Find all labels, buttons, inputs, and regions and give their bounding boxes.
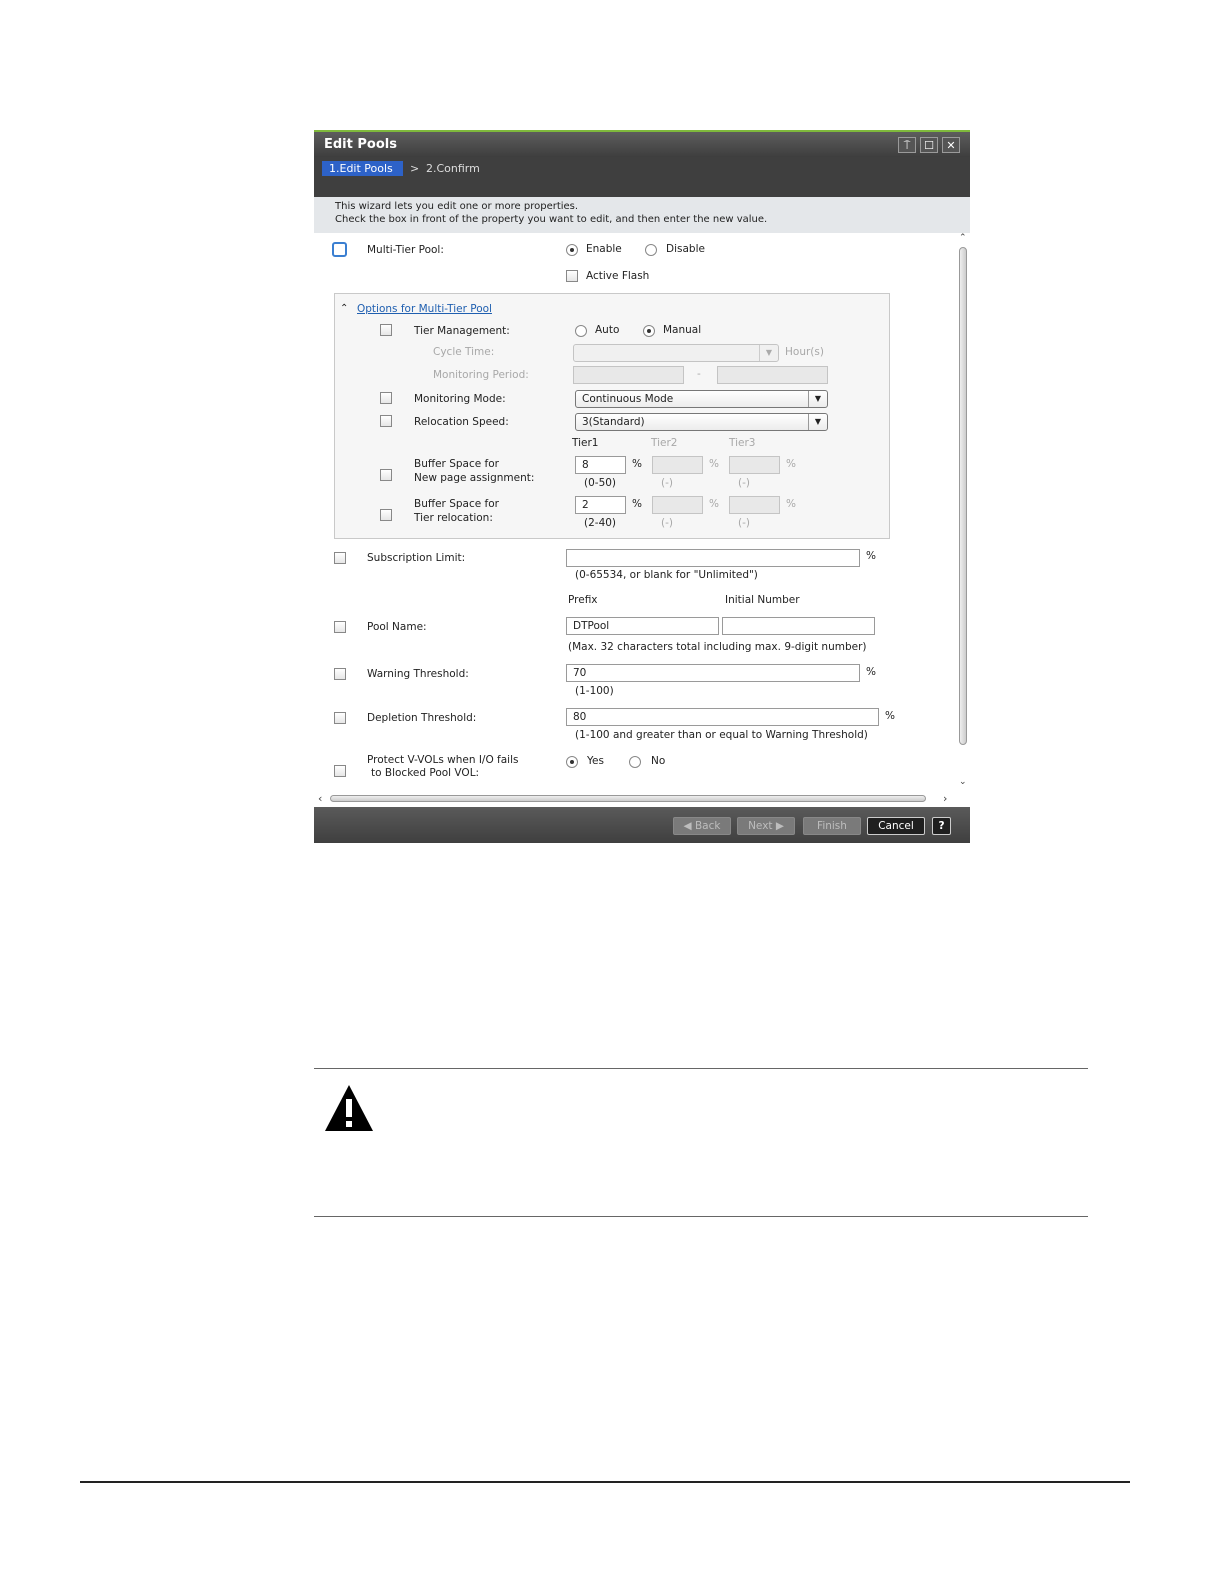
depletion-threshold-hint: (1-100 and greater than or equal to Warning Threshold)	[575, 729, 868, 741]
form-body	[314, 233, 970, 793]
buffer-new-tier3-input[interactable]	[729, 456, 780, 474]
warning-threshold-checkbox[interactable]	[334, 668, 346, 680]
chevron-down-icon: ▼	[808, 391, 827, 407]
step-edit-pools: 1.Edit Pools	[322, 161, 403, 176]
pool-name-hint: (Max. 32 characters total including max. 9-digit number)	[568, 641, 867, 653]
step-confirm: 2.Confirm	[426, 162, 480, 175]
monitoring-period-end[interactable]	[717, 366, 828, 384]
protect-no-label: No	[651, 755, 666, 767]
next-button[interactable]: Next ▶	[737, 817, 795, 835]
tier-auto-radio[interactable]	[575, 325, 587, 337]
buffer-new-page-checkbox[interactable]	[380, 469, 392, 481]
info-bar	[314, 197, 970, 233]
scroll-left-icon[interactable]: ‹	[318, 792, 323, 805]
warning-icon	[323, 1083, 375, 1133]
vertical-scrollbar[interactable]	[957, 233, 969, 793]
subscription-limit-label: Subscription Limit:	[367, 552, 466, 564]
multi-tier-pool-checkbox[interactable]	[332, 242, 347, 257]
chevron-down-icon: ▼	[759, 345, 778, 361]
protect-vvols-checkbox[interactable]	[334, 765, 346, 777]
relocation-speed-select[interactable]	[575, 413, 828, 431]
percent-sign: %	[632, 498, 642, 510]
buffer-new-range-2: (-)	[661, 477, 673, 489]
depletion-threshold-label: Depletion Threshold:	[367, 712, 477, 724]
finish-button[interactable]: Finish	[803, 817, 861, 835]
enable-label: Enable	[586, 243, 622, 255]
prefix-label: Prefix	[568, 594, 598, 606]
subscription-limit-hint: (0-65534, or blank for "Unlimited")	[575, 569, 758, 581]
tier3-header: Tier3	[729, 437, 756, 449]
initial-number-label: Initial Number	[725, 594, 800, 606]
buffer-reloc-tier1-input[interactable]: 2	[575, 496, 626, 514]
horizontal-scrollbar[interactable]	[314, 793, 970, 805]
scroll-right-icon[interactable]: ›	[943, 792, 948, 805]
enable-radio[interactable]	[566, 244, 578, 256]
active-flash-checkbox[interactable]	[566, 270, 578, 282]
options-multi-tier-link[interactable]: Options for Multi-Tier Pool	[357, 303, 492, 315]
help-button[interactable]: ?	[932, 817, 951, 835]
cancel-button[interactable]: Cancel	[867, 817, 925, 835]
close-icon[interactable]: ✕	[942, 137, 960, 153]
relocation-speed-value: 3(Standard)	[582, 416, 645, 428]
chevron-down-icon: ▼	[808, 414, 827, 430]
percent-sign: %	[786, 498, 796, 510]
percent-sign: %	[709, 498, 719, 510]
relocation-speed-label: Relocation Speed:	[414, 416, 509, 428]
percent-sign: %	[709, 458, 719, 470]
tier2-header: Tier2	[651, 437, 678, 449]
buffer-relocation-label-2: Tier relocation:	[414, 512, 493, 524]
warning-threshold-input[interactable]: 70	[566, 664, 860, 682]
tier1-header: Tier1	[572, 437, 599, 449]
dialog-title: Edit Pools	[324, 137, 397, 152]
depletion-threshold-input[interactable]: 80	[566, 708, 879, 726]
percent-sign: %	[885, 710, 895, 722]
buffer-relocation-label-1: Buffer Space for	[414, 498, 499, 510]
monitoring-mode-value: Continuous Mode	[582, 393, 674, 405]
buffer-new-range-1: (0-50)	[584, 477, 617, 489]
buffer-new-page-label-1: Buffer Space for	[414, 458, 499, 470]
tier-manual-label: Manual	[663, 324, 702, 336]
percent-sign: %	[786, 458, 796, 470]
pool-name-initial-input[interactable]	[722, 617, 875, 635]
protect-yes-radio[interactable]	[566, 756, 578, 768]
pool-name-checkbox[interactable]	[334, 621, 346, 633]
buffer-new-tier2-input[interactable]	[652, 456, 703, 474]
warning-threshold-label: Warning Threshold:	[367, 668, 469, 680]
multi-tier-options-panel	[334, 293, 890, 539]
monitoring-mode-checkbox[interactable]	[380, 392, 392, 404]
protect-yes-label: Yes	[587, 755, 604, 767]
monitoring-mode-select[interactable]	[575, 390, 828, 408]
dialog-footer	[314, 807, 970, 843]
buffer-new-tier1-input[interactable]: 8	[575, 456, 626, 474]
protect-vvols-label-2: to Blocked Pool VOL:	[371, 767, 480, 779]
depletion-threshold-checkbox[interactable]	[334, 712, 346, 724]
edit-pools-dialog	[314, 130, 970, 843]
info-line-2: Check the box in front of the property you want to edit, and then enter the new value.	[335, 214, 768, 225]
info-line-1: This wizard lets you edit one or more properties.	[335, 201, 579, 212]
buffer-new-page-label-2: New page assignment:	[414, 472, 535, 484]
monitoring-period-sep: -	[697, 368, 701, 380]
pool-name-label: Pool Name:	[367, 621, 427, 633]
percent-sign: %	[866, 666, 876, 678]
buffer-reloc-range-2: (-)	[661, 517, 673, 529]
subscription-limit-checkbox[interactable]	[334, 552, 346, 564]
relocation-speed-checkbox[interactable]	[380, 415, 392, 427]
percent-sign: %	[866, 550, 876, 562]
caution-top-rule	[314, 1068, 1088, 1069]
cycle-time-unit: Hour(s)	[785, 346, 824, 358]
back-button[interactable]: ◀ Back	[673, 817, 731, 835]
buffer-reloc-tier2-input[interactable]	[652, 496, 703, 514]
title-bar	[314, 130, 970, 157]
disable-radio[interactable]	[645, 244, 657, 256]
multi-tier-pool-label: Multi-Tier Pool:	[367, 244, 444, 256]
monitoring-period-start[interactable]	[573, 366, 684, 384]
warning-threshold-hint: (1-100)	[575, 685, 614, 697]
buffer-reloc-tier3-input[interactable]	[729, 496, 780, 514]
vertical-scroll-thumb[interactable]	[959, 247, 967, 745]
step-separator: >	[410, 162, 420, 175]
horizontal-scroll-thumb[interactable]	[330, 795, 926, 802]
pool-name-prefix-input[interactable]: DTPool	[566, 617, 719, 635]
monitoring-mode-label: Monitoring Mode:	[414, 393, 506, 405]
tier-manual-radio[interactable]	[643, 325, 655, 337]
percent-sign: %	[632, 458, 642, 470]
collapse-icon[interactable]: ⌃	[340, 303, 349, 314]
buffer-relocation-checkbox[interactable]	[380, 509, 392, 521]
tier-auto-label: Auto	[595, 324, 620, 336]
wizard-steps	[314, 157, 970, 197]
tier-management-label: Tier Management:	[414, 325, 510, 337]
scroll-up-icon[interactable]: ⌃	[959, 233, 967, 243]
scroll-down-icon[interactable]: ⌄	[959, 777, 967, 787]
pin-icon[interactable]: ⍑	[898, 137, 916, 153]
cycle-time-label: Cycle Time:	[433, 346, 495, 358]
cycle-time-select[interactable]	[573, 344, 779, 362]
subscription-limit-input[interactable]	[566, 549, 860, 567]
caution-bottom-rule	[314, 1216, 1088, 1217]
buffer-reloc-range-1: (2-40)	[584, 517, 617, 529]
buffer-new-range-3: (-)	[738, 477, 750, 489]
active-flash-label: Active Flash	[586, 270, 650, 282]
protect-no-radio[interactable]	[629, 756, 641, 768]
page-footer-rule	[80, 1481, 1130, 1483]
maximize-icon[interactable]: ☐	[920, 137, 938, 153]
tier-management-checkbox[interactable]	[380, 324, 392, 336]
protect-vvols-label-1: Protect V-VOLs when I/O fails	[367, 754, 519, 766]
disable-label: Disable	[666, 243, 705, 255]
monitoring-period-label: Monitoring Period:	[433, 369, 529, 381]
buffer-reloc-range-3: (-)	[738, 517, 750, 529]
